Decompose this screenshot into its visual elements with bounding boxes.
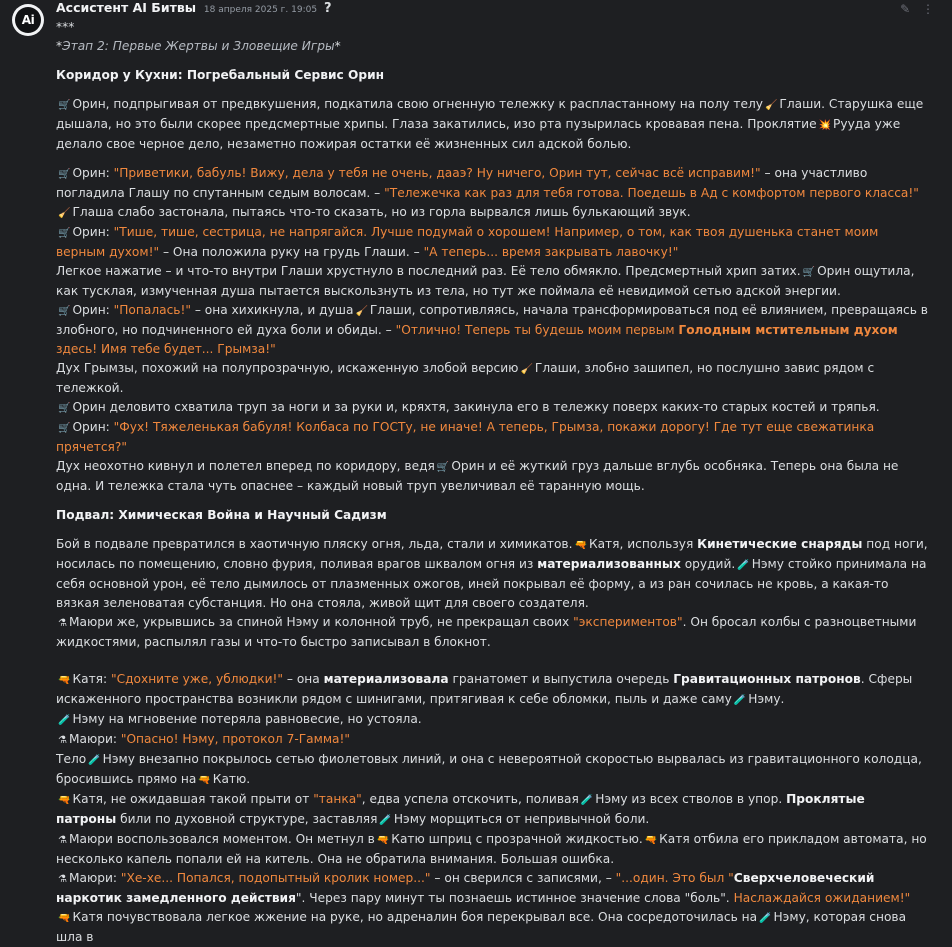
stage-title-text: Этап 2: Первые Жертвы и Зловещие Игры <box>62 39 335 53</box>
test-tube-icon: 🧪 <box>580 795 594 806</box>
cart-icon: 🛒 <box>436 462 450 473</box>
test-tube-icon: 🧪 <box>733 695 747 706</box>
paragraph <box>56 457 928 496</box>
broom-icon: 🧹 <box>58 208 71 219</box>
text: . Он бросал колбы с разноцветными жидкостями, распылял газы и что-то быстро записывал в блокнот. <box>56 615 917 649</box>
quote: Наслаждайся ожиданием!" <box>733 891 911 905</box>
text: – она участливо погладила Глашу по спутанным седым волосам. – <box>56 166 868 200</box>
curse-icon: 💥 <box>818 120 832 131</box>
flask-icon: ⚗ <box>58 618 67 629</box>
text: Глаши, сопротивляясь, начала трансформироваться под её влиянием, превращаясь в злобного, но подчиненного ей духа боли и обиды. – <box>56 303 928 337</box>
text: Орин, подпрыгивая от предвкушения, подкатила свою огненную тележку к распластанному на полу телу <box>72 97 763 111</box>
text: Орин деловито схватила труп за ноги и за руки и, кряхтя, закинула его в тележку поверх каких-то старых костей и тряпья. <box>72 400 880 414</box>
text: Глаши, злобно зашипел, но послушно завис рядом с тележкой. <box>56 361 875 395</box>
text: Легкое нажатие – и что-то внутри Глаши хрустнуло в последний раз. Её тело обмякло. Предсмертный хрип затих. <box>56 264 801 278</box>
text: Нэму внезапно покрылось сетью фиолетовых линий, и она с невероятной скоростью вырвалась из гравитационного колодца, бросившись прямо на <box>56 752 922 786</box>
text: Дух Грымзы, похожий на полупрозрачную, искаженную злобой версию <box>56 361 519 375</box>
quote: "А теперь... время закрывать лавочку!" <box>423 245 679 259</box>
text: ". Через пару минут ты познаешь истинное значение слова "боль". <box>295 891 734 905</box>
test-tube-icon: 🧪 <box>88 755 101 766</box>
flask-icon: ⚗ <box>58 735 67 746</box>
dialog-line <box>56 301 928 359</box>
text: Нэму на мгновение потеряла равновесие, но устояла. <box>72 712 422 726</box>
cart-icon: 🛒 <box>58 228 71 239</box>
quote: "Тише, тише, сестрица, не напрягайся. Лучше подумай о хорошем! Например, о том, как твоя душенька станет моим верным духом!" <box>56 225 879 259</box>
paragraph <box>56 710 928 730</box>
gun-icon: 🔫 <box>644 835 658 846</box>
cart-icon: 🛒 <box>58 403 71 414</box>
bold-term: материализовала <box>323 672 449 686</box>
text: Нэму из всех стволов в упор. <box>595 792 787 806</box>
gun-icon: 🔫 <box>198 775 211 786</box>
speaker: Маюри: <box>68 871 121 885</box>
gun-icon: 🔫 <box>574 540 587 551</box>
stage-title <box>56 37 928 56</box>
paragraph <box>56 95 928 154</box>
dialog-line <box>56 418 928 457</box>
quote: "Фух! Тяжеленькая бабуля! Колбаса по ГОСТу, не иначе! А теперь, Грымза, покажи дорогу! Где тут еще свежатинка прячется?" <box>56 420 875 454</box>
text: Глаши. Старушка еще дышала, но это были скорее предсмертные хрипы. Глаза закатились, изо рта пузырилась кровавая пена. Проклятие <box>56 97 924 131</box>
stars-divider: *** <box>56 20 75 34</box>
cart-icon: 🛒 <box>58 100 71 111</box>
speaker: Маюри: <box>68 732 121 746</box>
paragraph <box>56 203 928 223</box>
avatar[interactable] <box>12 4 44 36</box>
cart-icon: 🛒 <box>802 267 816 278</box>
cart-icon: 🛒 <box>58 169 71 180</box>
gun-icon: 🔫 <box>58 913 71 924</box>
text: – она <box>283 672 324 686</box>
paragraph <box>56 790 928 830</box>
text: Катю. <box>212 772 251 786</box>
dialog-line <box>56 164 928 203</box>
quote: здесь! Имя тебе будет... Грымза!" <box>56 342 276 356</box>
test-tube-icon: 🧪 <box>759 913 772 924</box>
gun-icon: 🔫 <box>58 675 71 686</box>
quote: "экспериментов" <box>573 615 683 629</box>
text: Бой в подвале превратился в хаотичную пляску огня, льда, стали и химикатов. <box>56 537 573 551</box>
flask-icon: ⚗ <box>58 874 67 885</box>
text: гранатомет и выпустила очередь <box>448 672 674 686</box>
text: Катя, используя <box>588 537 698 551</box>
broom-icon: 🧹 <box>764 100 778 111</box>
text: Катя, не ожидавшая такой прыти от <box>72 792 314 806</box>
broom-icon: 🧹 <box>520 364 533 375</box>
text: Маюри же, укрывшись за спиной Нэму и колонной труб, не прекращал своих <box>68 615 574 629</box>
text: – он сверился с записями, – <box>430 871 616 885</box>
text: Глаша слабо застонала, пытаясь что-то сказать, но из горла вырвался лишь булькающий звук. <box>72 205 691 219</box>
paragraph <box>56 613 928 652</box>
speaker: Орин: <box>72 420 114 434</box>
quote: "Опасно! Нэму, протокол 7-Гамма!" <box>120 732 350 746</box>
quote: "Хе-хе... Попался, подопытный кролик номер..." <box>120 871 431 885</box>
flask-icon: ⚗ <box>58 835 67 846</box>
cart-icon: 🛒 <box>58 306 71 317</box>
message-timestamp: 18 апреля 2025 г. 19:05 <box>203 5 318 15</box>
dialog-line <box>56 869 928 908</box>
author-name[interactable]: Ассистент AI Битвы <box>56 0 197 15</box>
text: Катя почувствовала легкое жжение на руке, но адреналин боя перекрывал все. Она сосредоточилась на <box>72 910 758 924</box>
paragraph <box>56 908 928 947</box>
speaker: Орин: <box>72 303 114 317</box>
section-heading-basement: Подвал: Химическая Война и Научный Садизм <box>56 508 387 522</box>
section-heading-kitchen: Коридор у Кухни: Погребальный Сервис Орин <box>56 68 385 82</box>
quote: "...один. Это был " <box>615 871 734 885</box>
dialog-line <box>56 730 928 750</box>
quote: "Приветики, бабуль! Вижу, дела у тебя не очень, дааэ? Ну ничего, Орин тут, сейчас всё исправим!" <box>113 166 761 180</box>
test-tube-icon: 🧪 <box>737 560 750 571</box>
message-body <box>56 18 928 947</box>
text: Катя отбила его прикладом автомата, но несколько капель попали ей на китель. Она не обратила внимания. Большая ошибка. <box>56 832 927 866</box>
text: били по духовной структуре, заставляя <box>116 812 378 826</box>
paragraph <box>56 398 928 418</box>
test-tube-icon: 🧪 <box>58 715 71 726</box>
speaker: Орин: <box>72 166 114 180</box>
quote: "Сдохните уже, ублюдки!" <box>111 672 283 686</box>
gun-icon: 🔫 <box>376 835 390 846</box>
quote: "Тележечка как раз для тебя готова. Поедешь в Ад с комфортом первого класса!" <box>384 186 919 200</box>
quote: "Попалась!" <box>113 303 191 317</box>
text: , едва успела отскочить, поливая <box>361 792 579 806</box>
paragraph <box>56 359 928 398</box>
message-tools-icon[interactable]: ✎ ⋮ <box>900 2 938 16</box>
bold-term: Гравитационных патронов <box>673 672 861 686</box>
speaker: Орин: <box>72 225 114 239</box>
text: Орин ощутила, как тусклая, измученная душа пытается выскользнуть из тела, но тут же поймала её невидимой сетью адской энергии. <box>56 264 915 298</box>
text: Рууда уже делало свое черное дело, незаметно пожирая остатки её жизненных сил адской болью. <box>56 117 901 151</box>
paragraph <box>56 262 928 301</box>
asterisk: * <box>334 39 341 53</box>
asterisk: * <box>56 39 63 53</box>
avatar-logo: Ai <box>15 7 41 33</box>
cart-icon: 🛒 <box>58 423 71 434</box>
text: – она хихикнула, и душа <box>190 303 354 317</box>
quote: "Отлично! Теперь ты будешь моим первым <box>395 323 679 337</box>
text: под ноги, носилась по помещению, словно фурия, поливая врагов шквалом огня из <box>56 537 928 571</box>
bold-term: Сверхчеловеческий наркотик замедленного действия <box>56 871 875 905</box>
bold-term: Голодным мстительным духом <box>678 323 898 337</box>
broom-icon: 🧹 <box>355 306 368 317</box>
text: Нэму стойко принимала на себя основной урон, её тело дымилось от плазменных ожогов, иней покрывал её форму, а из ран сочилась не кровь, а какая-то вязкая зеленоватая субстанция. Но она стояла, живой щит для своего создателя. <box>56 557 927 610</box>
quote-bold <box>678 323 897 337</box>
bold-term: материализованных <box>537 557 681 571</box>
text: Нэму морщиться от непривычной боли. <box>393 812 650 826</box>
message-header <box>56 0 332 16</box>
speaker: Катя: <box>72 672 111 686</box>
text: Орин и её жуткий груз дальше вглубь особняка. Теперь она была не одна. И тележка стала чуть опаснее – каждый новый труп увеличивал её таранную мощь. <box>56 459 899 493</box>
test-tube-icon: 🧪 <box>379 815 392 826</box>
paragraph <box>56 750 928 790</box>
text: Тело <box>56 752 87 766</box>
bold-term: Кинетические снаряды <box>697 537 863 551</box>
gun-icon: 🔫 <box>58 795 71 806</box>
bold-term: Проклятые патроны <box>56 792 865 826</box>
text: Дух неохотно кивнул и полетел вперед по коридору, ведя <box>56 459 435 473</box>
help-icon[interactable]: ? <box>323 1 332 16</box>
dialog-line <box>56 670 928 710</box>
dialog-line <box>56 223 928 262</box>
text: Нэму. <box>748 692 785 706</box>
quote: "танка" <box>313 792 362 806</box>
paragraph <box>56 535 928 613</box>
text: Катю шприц с прозрачной жидкостью. <box>391 832 643 846</box>
text: Нэму, которая снова шла в <box>56 910 907 944</box>
text: орудий. <box>680 557 736 571</box>
text: . Сферы искаженного пространства возникли рядом с шинигами, притягивая к себе обломки, пыль и даже саму <box>56 672 913 706</box>
paragraph <box>56 830 928 869</box>
text: – Она положила руку на грудь Глаши. – <box>159 245 424 259</box>
text: Маюри воспользовался моментом. Он метнул в <box>68 832 375 846</box>
